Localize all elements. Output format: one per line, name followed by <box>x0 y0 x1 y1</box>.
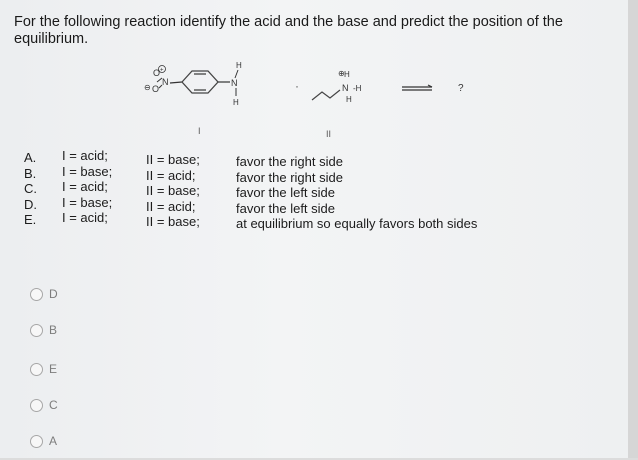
species-i-cell: I = acid; <box>62 210 108 225</box>
svg-text:N: N <box>162 77 169 87</box>
species-ii-cell: II = acid; <box>146 167 196 183</box>
svg-text:N: N <box>342 83 349 93</box>
species-ii-cell: II = acid; <box>146 198 196 214</box>
option-e[interactable] <box>30 360 57 378</box>
reaction-scheme <box>140 58 500 148</box>
species-i-column <box>62 148 112 226</box>
answer-letter: B. <box>24 165 37 181</box>
svg-text:H: H <box>344 70 350 79</box>
svg-text:H: H <box>236 61 242 70</box>
svg-text:⊕: ⊕ <box>338 69 345 78</box>
option-label: A <box>49 434 58 448</box>
option-b[interactable] <box>30 321 57 339</box>
species-ii-column <box>146 152 200 230</box>
radio-button[interactable] <box>30 363 43 376</box>
answer-letter: D. <box>24 196 37 212</box>
radio-button[interactable] <box>30 288 43 301</box>
label-i: I <box>198 126 201 136</box>
svg-text:H: H <box>346 95 352 104</box>
question-text: For the following reaction identify the acid and the base and predict the position of the equilibrium. <box>14 14 563 47</box>
option-label: E <box>49 362 58 376</box>
option-a[interactable] <box>30 432 57 450</box>
svg-text:⊖: ⊖ <box>144 83 151 92</box>
equilibrium-cell: favor the left side <box>236 185 335 200</box>
svg-text:H: H <box>233 98 239 107</box>
species-ii-cell: II = base; <box>146 183 200 198</box>
equilibrium-column <box>236 154 477 232</box>
radio-button[interactable] <box>30 399 43 412</box>
equilibrium-cell: favor the right side <box>236 154 343 169</box>
nitro-group <box>144 66 182 95</box>
svg-text:+: + <box>160 67 164 74</box>
species-i-cell: I = acid; <box>62 179 108 194</box>
species-i-cell: I = acid; <box>62 148 108 163</box>
label-ii: II <box>326 129 332 139</box>
answer-letter: A. <box>24 150 37 165</box>
option-label: D <box>49 287 58 301</box>
aniline-nh <box>218 61 242 107</box>
svg-text:-H: -H <box>353 84 362 93</box>
option-d[interactable] <box>30 285 58 303</box>
svg-text:O: O <box>153 68 161 78</box>
product-placeholder: ? <box>458 83 464 94</box>
svg-text:O: O <box>152 84 160 94</box>
option-label: C <box>49 398 58 412</box>
equilibrium-cell: favor the left side <box>236 200 335 216</box>
radio-button[interactable] <box>30 435 43 448</box>
equilibrium-cell: favor the right side <box>236 169 343 185</box>
option-label: B <box>49 323 58 337</box>
benzene-ring <box>182 71 218 93</box>
svg-text:N: N <box>231 78 238 88</box>
species-ii-cell: II = base; <box>146 214 200 229</box>
equilibrium-arrow <box>402 85 432 90</box>
answer-letter: C. <box>24 181 37 196</box>
equilibrium-cell: at equilibrium so equally favors both sides <box>236 216 478 231</box>
answer-letter: E. <box>24 212 37 227</box>
species-ii-cell: II = base; <box>146 152 200 167</box>
ammonium-ion <box>312 69 362 104</box>
option-c[interactable] <box>30 396 58 414</box>
radio-button[interactable] <box>30 324 43 337</box>
species-i-cell: I = base; <box>62 194 113 210</box>
species-i-cell: I = base; <box>62 163 113 179</box>
plus-sign: · <box>295 79 299 93</box>
answer-letters <box>24 150 37 228</box>
